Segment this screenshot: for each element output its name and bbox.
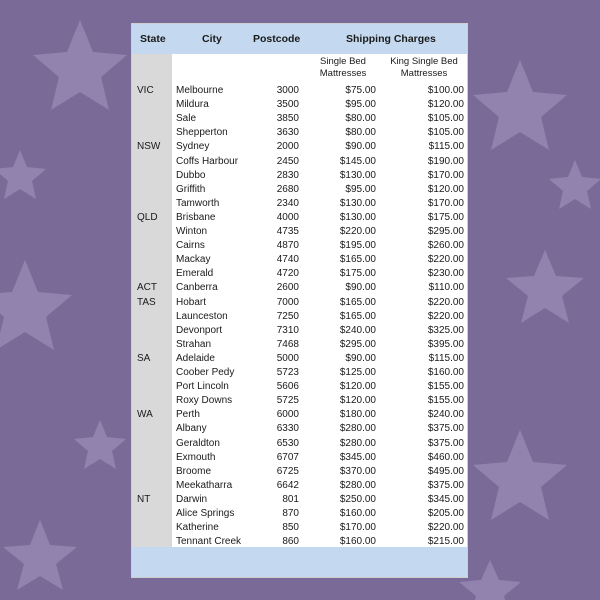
king-single-bed-price-cell: $160.00 <box>427 367 464 378</box>
city-cell: Winton <box>176 226 208 237</box>
subheader-single-bed: Single Bed Mattresses <box>319 56 367 79</box>
single-bed-price-cell: $130.00 <box>339 211 376 223</box>
star-icon <box>74 420 126 469</box>
star-icon <box>506 250 584 323</box>
table-row <box>132 140 467 154</box>
state-cell: ACT <box>137 282 157 294</box>
king-single-bed-price-cell: $375.00 <box>427 437 464 449</box>
single-bed-price-cell: $195.00 <box>339 240 376 252</box>
table-row <box>132 366 467 380</box>
single-bed-price-cell: $170.00 <box>339 522 376 534</box>
single-bed-price-cell: $345.00 <box>339 451 376 463</box>
table-row <box>132 437 467 451</box>
single-bed-price-cell: $120.00 <box>339 395 376 407</box>
postcode-cell: 7250 <box>276 310 299 322</box>
star-icon <box>0 260 72 350</box>
king-single-bed-price-cell: $205.00 <box>427 508 464 519</box>
table-row <box>132 507 467 521</box>
header-postcode: Postcode <box>253 33 301 45</box>
postcode-cell: 2340 <box>276 197 299 209</box>
postcode-cell: 4000 <box>276 211 299 223</box>
star-icon <box>549 160 600 209</box>
state-cell: SA <box>137 352 151 364</box>
postcode-cell: 6000 <box>276 409 299 421</box>
single-bed-price-cell: $130.00 <box>339 197 376 209</box>
single-bed-price-cell: $165.00 <box>339 296 376 308</box>
postcode-cell: 3630 <box>276 127 299 139</box>
city-cell: Coffs Harbour <box>176 155 239 167</box>
single-bed-price-cell: $160.00 <box>339 536 376 548</box>
postcode-cell: 6725 <box>276 465 299 477</box>
single-bed-price-cell: $80.00 <box>345 113 376 125</box>
table-row <box>132 465 467 479</box>
table-header <box>132 24 467 54</box>
postcode-cell: 4735 <box>276 226 299 237</box>
postcode-cell: 5606 <box>276 381 299 393</box>
single-bed-price-cell: $280.00 <box>339 437 376 449</box>
postcode-cell: 2000 <box>276 141 299 153</box>
city-cell: Melbourne <box>176 85 224 96</box>
star-icon <box>473 430 567 520</box>
table-row <box>132 394 467 408</box>
king-single-bed-price-cell: $120.00 <box>427 99 464 111</box>
city-cell: Adelaide <box>176 352 215 364</box>
city-cell: Devonport <box>176 324 223 336</box>
subheader-king-single-bed: King Single Bed Mattresses <box>390 56 458 79</box>
king-single-bed-price-cell: $105.00 <box>427 127 464 139</box>
city-cell: Shepperton <box>176 127 228 139</box>
table-row <box>132 98 467 112</box>
king-single-bed-price-cell: $190.00 <box>427 155 464 167</box>
table-row <box>132 479 467 493</box>
single-bed-price-cell: $95.00 <box>345 183 376 195</box>
king-single-bed-price-cell: $115.00 <box>428 141 464 153</box>
header-state: State <box>140 33 166 45</box>
state-cell: TAS <box>137 296 156 308</box>
city-cell: Emerald <box>176 268 214 280</box>
table-row <box>132 408 467 422</box>
city-cell: Meekatharra <box>176 479 233 491</box>
table-row <box>132 112 467 126</box>
single-bed-price-cell: $180.00 <box>339 409 376 421</box>
postcode-cell: 3500 <box>276 99 299 111</box>
single-bed-price-cell: $90.00 <box>345 141 376 153</box>
star-icon <box>3 520 77 590</box>
king-single-bed-price-cell: $375.00 <box>427 479 464 491</box>
postcode-cell: 7310 <box>276 324 299 336</box>
postcode-cell: 2680 <box>276 183 299 195</box>
single-bed-price-cell: $175.00 <box>339 268 376 280</box>
single-bed-price-cell: $130.00 <box>339 169 376 181</box>
table-row <box>132 239 467 253</box>
king-single-bed-price-cell: $120.00 <box>427 183 464 195</box>
king-single-bed-price-cell: $155.00 <box>427 381 464 393</box>
king-single-bed-price-cell: $495.00 <box>427 465 464 477</box>
table-row <box>132 183 467 197</box>
table-subheader <box>132 54 467 82</box>
city-cell: Strahan <box>176 338 212 350</box>
king-single-bed-price-cell: $115.00 <box>428 352 464 364</box>
table-row <box>132 296 467 310</box>
city-cell: Launceston <box>176 310 228 322</box>
king-single-bed-price-cell: $295.00 <box>427 226 464 237</box>
city-cell: Mackay <box>176 254 211 266</box>
single-bed-price-cell: $90.00 <box>345 282 376 294</box>
king-single-bed-price-cell: $230.00 <box>427 268 464 280</box>
single-bed-price-cell: $145.00 <box>339 155 376 167</box>
king-single-bed-price-cell: $215.00 <box>427 536 464 548</box>
single-bed-price-cell: $280.00 <box>339 479 376 491</box>
city-cell: Albany <box>176 423 207 435</box>
header-city: City <box>202 33 222 45</box>
star-icon <box>33 20 127 110</box>
table-row <box>132 253 467 267</box>
city-cell: Exmouth <box>176 451 216 463</box>
king-single-bed-price-cell: $220.00 <box>427 522 464 534</box>
king-single-bed-price-cell: $345.00 <box>427 493 464 505</box>
single-bed-price-cell: $280.00 <box>339 423 376 435</box>
single-bed-price-cell: $220.00 <box>339 226 376 237</box>
postcode-cell: 6707 <box>276 451 299 463</box>
single-bed-price-cell: $120.00 <box>339 381 376 393</box>
postcode-cell: 4740 <box>276 254 299 266</box>
king-single-bed-price-cell: $375.00 <box>427 423 464 435</box>
king-single-bed-price-cell: $110.00 <box>428 282 464 294</box>
postcode-cell: 5725 <box>276 395 299 407</box>
city-cell: Geraldton <box>176 437 220 449</box>
city-cell: Brisbane <box>176 211 216 223</box>
single-bed-price-cell: $90.00 <box>345 352 376 364</box>
state-cell: WA <box>137 409 153 421</box>
city-cell: Coober Pedy <box>176 367 235 378</box>
postcode-cell: 3000 <box>276 85 299 96</box>
star-icon <box>0 150 46 199</box>
city-cell: Broome <box>176 465 212 477</box>
single-bed-price-cell: $95.00 <box>345 99 376 111</box>
state-cell: QLD <box>137 211 158 223</box>
postcode-cell: 5000 <box>276 352 299 364</box>
table-row <box>132 451 467 465</box>
king-single-bed-price-cell: $175.00 <box>427 211 464 223</box>
postcode-cell: 2600 <box>276 282 299 294</box>
single-bed-price-cell: $240.00 <box>339 324 376 336</box>
star-icon <box>473 60 567 150</box>
postcode-cell: 2830 <box>276 169 299 181</box>
city-cell: Tamworth <box>176 197 220 209</box>
city-cell: Sydney <box>176 141 210 153</box>
city-cell: Darwin <box>176 493 208 505</box>
postcode-cell: 7000 <box>276 296 299 308</box>
table-row <box>132 84 467 98</box>
single-bed-price-cell: $75.00 <box>345 85 376 96</box>
single-bed-price-cell: $165.00 <box>339 254 376 266</box>
table-row <box>132 338 467 352</box>
postcode-cell: 6330 <box>276 423 299 435</box>
king-single-bed-price-cell: $105.00 <box>427 113 464 125</box>
table-row <box>132 211 467 225</box>
single-bed-price-cell: $80.00 <box>345 127 376 139</box>
header-shipping-charges: Shipping Charges <box>346 33 436 45</box>
postcode-cell: 7468 <box>276 338 299 350</box>
table-footer <box>132 547 467 577</box>
city-cell: Cairns <box>176 240 205 252</box>
postcode-cell: 3850 <box>276 113 299 125</box>
state-cell: VIC <box>137 85 154 96</box>
king-single-bed-price-cell: $325.00 <box>427 324 464 336</box>
single-bed-price-cell: $250.00 <box>339 493 376 505</box>
king-single-bed-price-cell: $460.00 <box>427 451 464 463</box>
city-cell: Port Lincoln <box>176 381 229 393</box>
city-cell: Katherine <box>176 522 219 534</box>
city-cell: Sale <box>176 113 197 125</box>
city-cell: Griffith <box>176 183 206 195</box>
single-bed-price-cell: $160.00 <box>339 508 376 519</box>
postcode-cell: 870 <box>282 508 299 519</box>
postcode-cell: 4870 <box>276 240 299 252</box>
postcode-cell: 6642 <box>276 479 299 491</box>
city-cell: Roxy Downs <box>176 395 233 407</box>
city-cell: Perth <box>176 409 200 421</box>
city-cell: Hobart <box>176 296 207 308</box>
table-row <box>132 310 467 324</box>
table-row <box>132 197 467 211</box>
king-single-bed-price-cell: $100.00 <box>427 85 464 96</box>
city-cell: Tennant Creek <box>176 536 242 548</box>
state-cell: NSW <box>137 141 161 153</box>
king-single-bed-price-cell: $170.00 <box>427 197 464 209</box>
table-row <box>132 521 467 535</box>
state-cell: NT <box>137 493 151 505</box>
table-row <box>132 493 467 507</box>
postcode-cell: 5723 <box>276 367 299 378</box>
single-bed-price-cell: $125.00 <box>339 367 376 378</box>
table-row <box>132 422 467 436</box>
table-row <box>132 225 467 239</box>
star-icon <box>459 560 521 600</box>
single-bed-price-cell: $370.00 <box>339 465 376 477</box>
postcode-cell: 801 <box>282 493 299 505</box>
table-row <box>132 352 467 366</box>
king-single-bed-price-cell: $220.00 <box>427 310 464 322</box>
postcode-cell: 860 <box>282 536 299 548</box>
king-single-bed-price-cell: $220.00 <box>427 296 464 308</box>
king-single-bed-price-cell: $155.00 <box>427 395 464 407</box>
postcode-cell: 4720 <box>276 268 299 280</box>
shipping-charges-table <box>131 23 468 578</box>
table-row <box>132 169 467 183</box>
king-single-bed-price-cell: $220.00 <box>427 254 464 266</box>
postcode-cell: 850 <box>282 522 299 534</box>
table-row <box>132 267 467 281</box>
postcode-cell: 6530 <box>276 437 299 449</box>
table-row <box>132 281 467 295</box>
city-cell: Mildura <box>176 99 209 111</box>
postcode-cell: 2450 <box>276 155 299 167</box>
single-bed-price-cell: $295.00 <box>339 338 376 350</box>
king-single-bed-price-cell: $395.00 <box>427 338 464 350</box>
table-row <box>132 155 467 169</box>
city-cell: Alice Springs <box>176 508 235 519</box>
table-row <box>132 324 467 338</box>
single-bed-price-cell: $165.00 <box>339 310 376 322</box>
city-cell: Dubbo <box>176 169 206 181</box>
king-single-bed-price-cell: $260.00 <box>427 240 464 252</box>
king-single-bed-price-cell: $170.00 <box>427 169 464 181</box>
city-cell: Canberra <box>176 282 218 294</box>
table-row <box>132 126 467 140</box>
table-row <box>132 380 467 394</box>
king-single-bed-price-cell: $240.00 <box>427 409 464 421</box>
